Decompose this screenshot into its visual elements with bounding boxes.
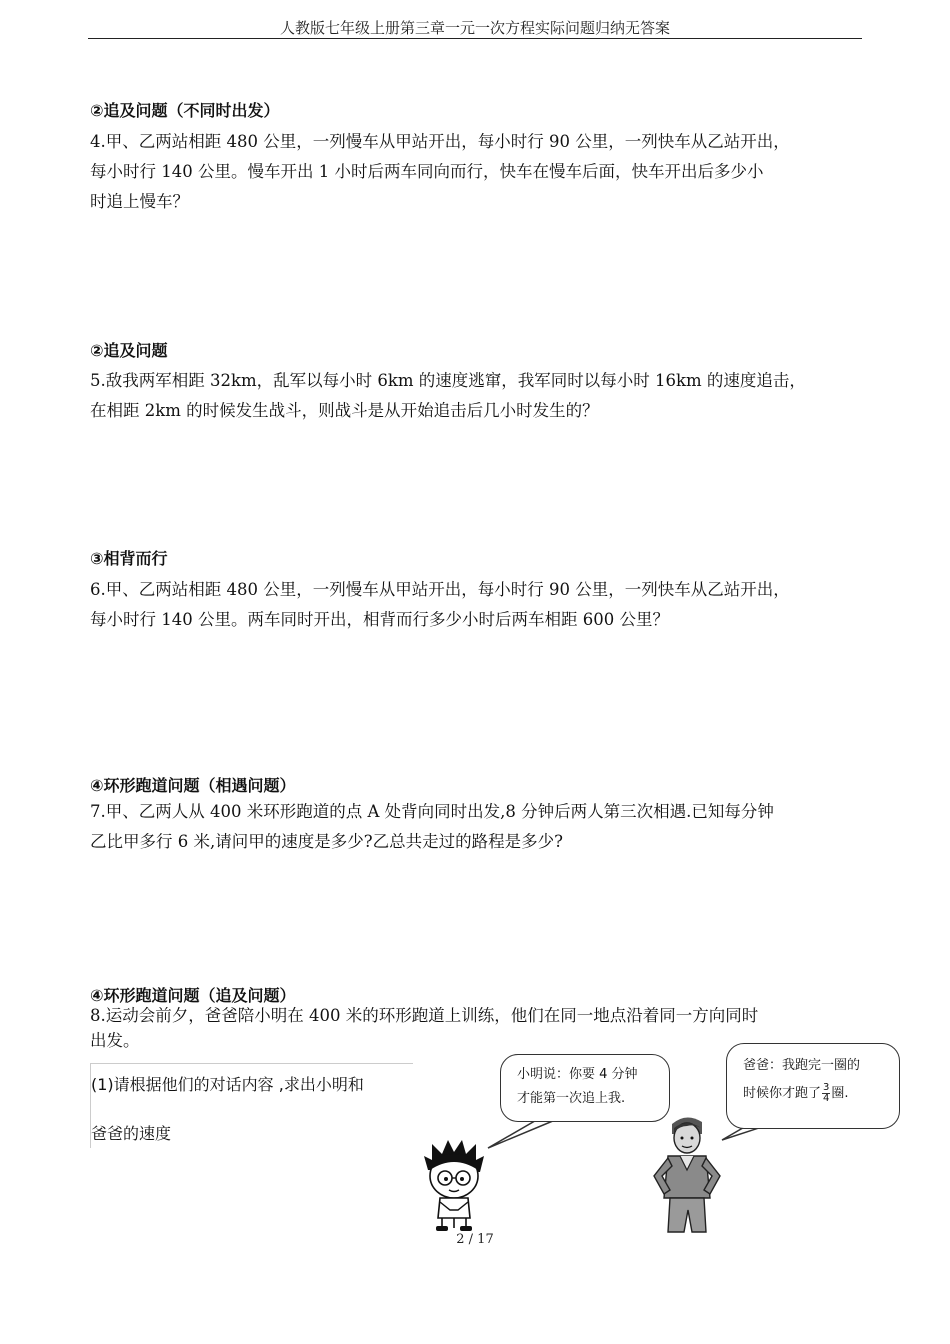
subquestion-line: (1)请根据他们的对话内容 ,求出小明和 <box>91 1075 364 1094</box>
section-heading-circular-meeting: ④环形跑道问题（相遇问题） <box>90 776 296 795</box>
problem-line: 在相距 2km 的时候发生战斗，则战斗是从开始追击后几小时发生的？ <box>90 401 599 420</box>
dad-illustration <box>646 1114 726 1232</box>
section-heading-pursuit: ②追及问题 <box>90 341 168 360</box>
bubble-text: 时候你才跑了 <box>743 1086 822 1101</box>
bubble-line: 小明说：你要 4 分钟 <box>517 1067 638 1082</box>
bubble-line: 爸爸：我跑完一圈的 <box>743 1058 861 1073</box>
fraction-denominator: 4 <box>823 1093 830 1104</box>
problem-line: 7.甲、乙两人从 400 米环形跑道的点 A 处背向同时出发,8 分钟后两人第三次相遇.已知每分钟 <box>90 802 774 821</box>
problem-line: 4.甲、乙两站相距 480 公里，一列慢车从甲站开出，每小时行 90 公里，一列快车从乙站开出， <box>90 132 790 151</box>
child-illustration <box>422 1140 486 1232</box>
bubble-text: 圈. <box>831 1086 849 1101</box>
problem-line: 8.运动会前夕，爸爸陪小明在 400 米的环形跑道上训练，他们在同一地点沿着同一方向同时 <box>90 1006 759 1025</box>
bubble-line: 才能第一次追上我. <box>517 1091 626 1106</box>
fraction-numerator: 3 <box>823 1082 830 1093</box>
problem-line: 每小时行 140 公里。慢车开出 1 小时后两车同向而行，快车在慢车后面，快车开出后多少小 <box>90 162 764 181</box>
problem-line: 乙比甲多行 6 米,请问甲的速度是多少?乙总共走过的路程是多少? <box>90 832 563 851</box>
speech-bubble-dad <box>726 1043 900 1129</box>
problem-line: 出发。 <box>90 1031 140 1050</box>
section-heading-opposite-directions: ③相背而行 <box>90 549 168 568</box>
problem-line: 6.甲、乙两站相距 480 公里，一列慢车从甲站开出，每小时行 90 公里，一列快车从乙站开出， <box>90 580 790 599</box>
section-heading-pursuit-delayed: ②追及问题（不同时出发） <box>90 101 280 120</box>
fraction <box>822 1083 830 1104</box>
subquestion-line: 爸爸的速度 <box>91 1124 172 1143</box>
problem-line: 5.敌我两军相距 32km，乱军以每小时 6km 的速度逃窜，我军同时以每小时 16km 的速度追击， <box>90 371 806 390</box>
bubble-line-with-fraction <box>743 1082 849 1106</box>
speech-bubble-child <box>500 1054 670 1122</box>
problem-line: 每小时行 140 公里。两车同时开出，相背而行多少小时后两车相距 600 公里？ <box>90 610 669 629</box>
page-number: 2 / 17 <box>456 1232 494 1247</box>
section-heading-circular-pursuit: ④环形跑道问题（追及问题） <box>90 986 296 1005</box>
document-header: 人教版七年级上册第三章一元一次方程实际问题归纳无答案 <box>279 19 670 37</box>
problem-line: 时追上慢车？ <box>90 192 189 211</box>
